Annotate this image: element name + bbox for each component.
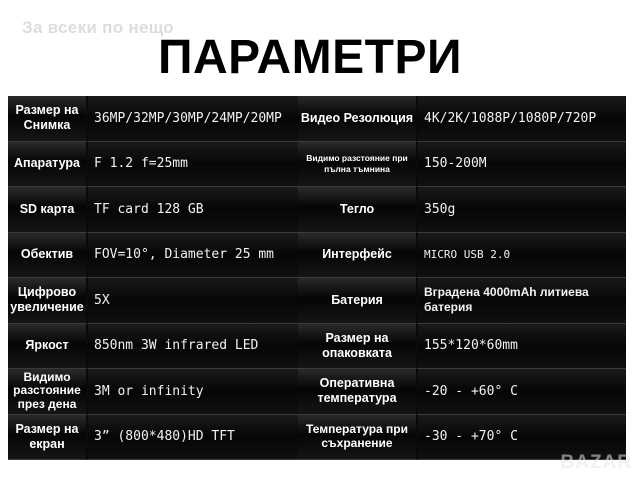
spec-value: 36MP/32MP/30MP/24MP/20MP	[86, 96, 298, 142]
spec-label: Цифрово увеличение	[8, 278, 86, 324]
spec-label: Размер на Снимка	[8, 96, 86, 142]
spec-value: F 1.2 f=25mm	[86, 142, 298, 188]
spec-value: 350g	[416, 187, 626, 233]
spec-label: Апаратура	[8, 142, 86, 188]
spec-value: FOV=10°, Diameter 25 mm	[86, 233, 298, 279]
spec-label: Яркост	[8, 324, 86, 370]
spec-label: Размер на екран	[8, 415, 86, 461]
site-watermark: За всеки по нещо	[22, 18, 174, 37]
spec-label: Видимо разстояние през дена	[8, 369, 86, 415]
spec-value: MICRO USB 2.0	[416, 233, 626, 279]
spec-label: Видимо разстояние при пълна тъмнина	[298, 142, 416, 188]
spec-label: Обектив	[8, 233, 86, 279]
spec-value: Вградена 4000mAh литиева батерия	[416, 278, 626, 324]
spec-label: Батерия	[298, 278, 416, 324]
parameters-table	[8, 96, 626, 460]
spec-value: 5X	[86, 278, 298, 324]
spec-value: 150-200M	[416, 142, 626, 188]
spec-value: -20 - +60° C	[416, 369, 626, 415]
spec-label: Оперативна температура	[298, 369, 416, 415]
spec-value: 3M or infinity	[86, 369, 298, 415]
spec-value: 4K/2K/1088P/1080P/720P	[416, 96, 626, 142]
page-title: ПАРАМЕТРИ	[158, 31, 462, 84]
spec-label: Видео Резолюция	[298, 96, 416, 142]
spec-label: Температура при съхранение	[298, 415, 416, 461]
spec-label: Интерфейс	[298, 233, 416, 279]
spec-value: TF card 128 GB	[86, 187, 298, 233]
spec-value: -30 - +70° C	[416, 415, 626, 461]
spec-label: Размер на опаковката	[298, 324, 416, 370]
spec-value: 850nm 3W infrared LED	[86, 324, 298, 370]
spec-label: SD карта	[8, 187, 86, 233]
spec-value: 155*120*60mm	[416, 324, 626, 370]
spec-value: 3” (800*480)HD TFT	[86, 415, 298, 461]
bazar-logo: BAZAR	[560, 452, 632, 473]
spec-label: Тегло	[298, 187, 416, 233]
